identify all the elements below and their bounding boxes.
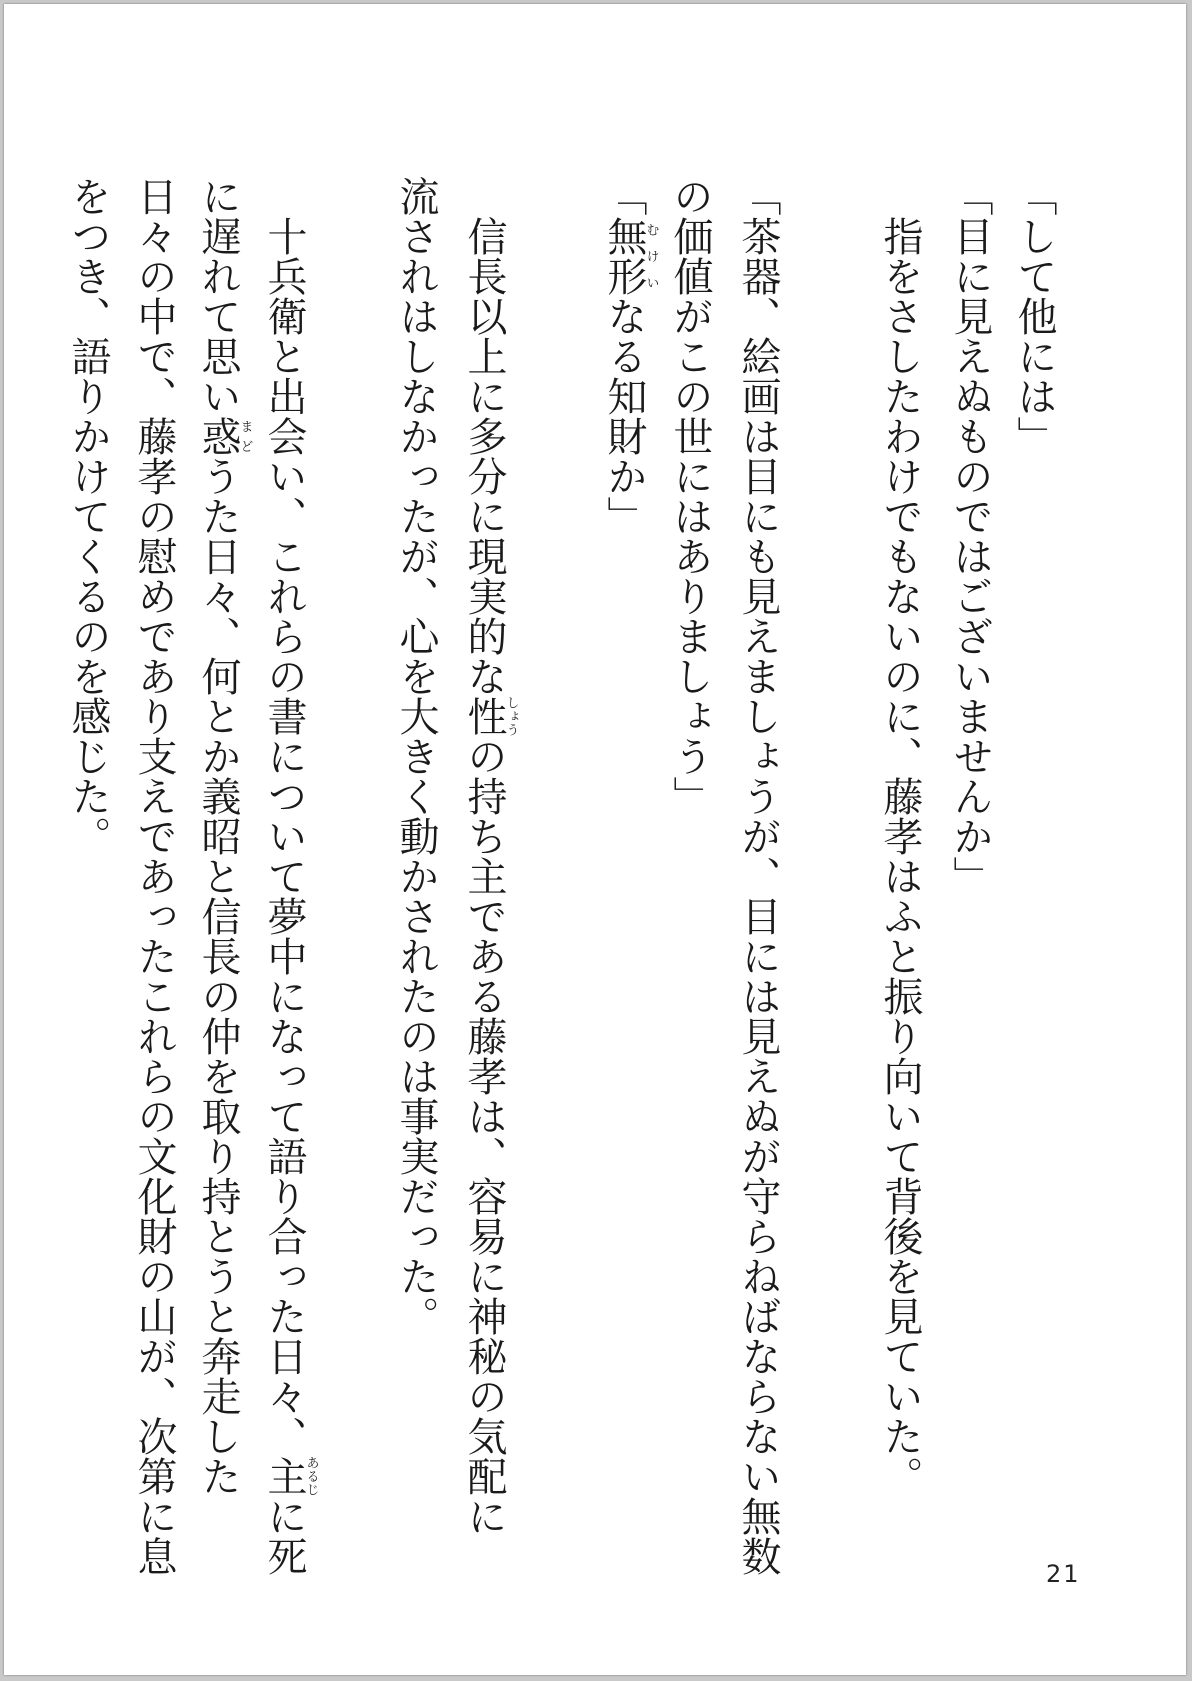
text-line: 流されはしなかったが、心を大きく動かされたのは事実だった。	[393, 176, 439, 1336]
ruby-reading: むけい	[643, 216, 659, 296]
text-line: 「して他には」	[1011, 176, 1057, 456]
book-page	[4, 4, 1186, 1675]
text-line	[194, 176, 252, 1496]
text-segment: 十兵衛と出会い、これらの書について夢中になって語り合った日々、	[261, 176, 307, 1456]
text-segment: 「	[601, 176, 647, 216]
ruby-word: 主あるじ	[261, 1456, 319, 1496]
text-line: 指をさしたわけでもないのに、藤孝はふと振り向いて背後を見ていた。	[877, 176, 923, 1496]
text-line: 「目に見えぬものではございませんか」	[947, 176, 993, 896]
text-line: 日々の中で、藤孝の慰めであり支えであったこれらの文化財の山が、次第に息	[131, 176, 177, 1576]
ruby-reading: しょう	[503, 696, 519, 736]
text-line	[260, 176, 318, 1576]
text-segment: に死	[261, 1496, 307, 1576]
text-line	[460, 176, 518, 1536]
ruby-word: 性しょう	[461, 696, 519, 736]
ruby-reading: あるじ	[303, 1456, 319, 1496]
text-line: 「茶器、絵画は目にも見えましょうが、目には見えぬが守らねばならない無数	[735, 176, 781, 1576]
text-segment: に遅れて思い	[195, 176, 241, 416]
text-line: をつき、語りかけてくるのを感じた。	[65, 176, 111, 856]
text-segment: なる知財か」	[601, 296, 647, 536]
page-number: 21	[1046, 1560, 1081, 1588]
text-line: の価値がこの世にはありましょう」	[667, 176, 713, 816]
ruby-word: 惑まど	[195, 416, 253, 456]
ruby-reading: まど	[237, 416, 253, 456]
ruby-word: 無形むけい	[601, 216, 659, 296]
text-line	[600, 176, 658, 536]
text-segment: うた日々、何とか義昭と信長の仲を取り持とうと奔走した	[195, 456, 241, 1496]
text-segment: の持ち主である藤孝は、容易に神秘の気配に	[461, 736, 507, 1536]
text-segment: 信長以上に多分に現実的な	[461, 176, 507, 696]
